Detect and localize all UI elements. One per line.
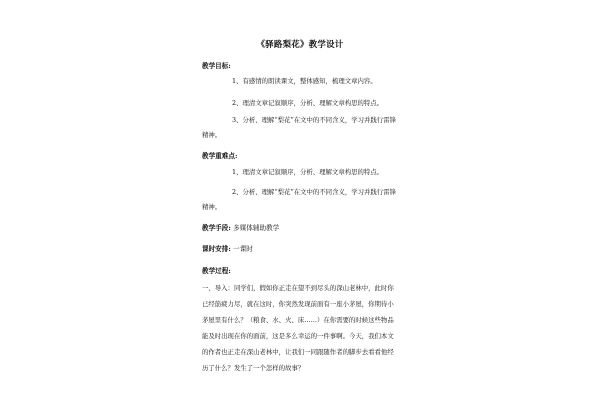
objective-item-1: 1、有感情的朗读课文，整体感知，梳理文章内容。 <box>232 77 377 85</box>
key-point-item-2: 2、分析、理解“梨花”在文中的不同含义，学习并践行雷锋精神。 <box>202 188 396 211</box>
key-points-heading: 教学重难点: <box>202 152 238 160</box>
means-heading: 教学手段: <box>202 224 231 232</box>
document-title: 《驿路梨花》教学设计 <box>256 40 344 50</box>
objectives-heading: 教学目标: <box>202 62 231 70</box>
key-point-item-1: 1、理清文章记叙顺序，分析、理解文章构思的特点。 <box>232 168 384 176</box>
process-heading: 教学过程: <box>202 267 231 275</box>
means-line <box>202 222 279 232</box>
schedule-line <box>202 243 253 253</box>
process-paragraph: 一、导入：同学们，假如你正走在望不到尽头的深山老林中，此时你已经筋疲力尽，就在这时，你突然发现前面有一座小茅屋，你期待小茅屋里有什么？（粮食、水、火、床……）在你需要的时候这些物品能及时出现在你的面前，这是多么幸运的一件事啊。今天，我们本文的作者也正走在深山老林中，让我们一同跟随作者的脚步去看看他经历了什么？发生了一个怎样的故事？ <box>202 284 394 372</box>
means-value: 多媒体辅助教学 <box>233 224 280 232</box>
objective-item-2: 2、理清文章记叙顺序，分析、理解文章构思的特点。 <box>232 99 384 107</box>
objective-item-3: 3、分析、理解“梨花”在文中的不同含义，学习并践行雷锋精神。 <box>202 116 396 139</box>
schedule-value: 一课时 <box>233 245 253 253</box>
schedule-heading: 课时安排: <box>202 245 231 253</box>
